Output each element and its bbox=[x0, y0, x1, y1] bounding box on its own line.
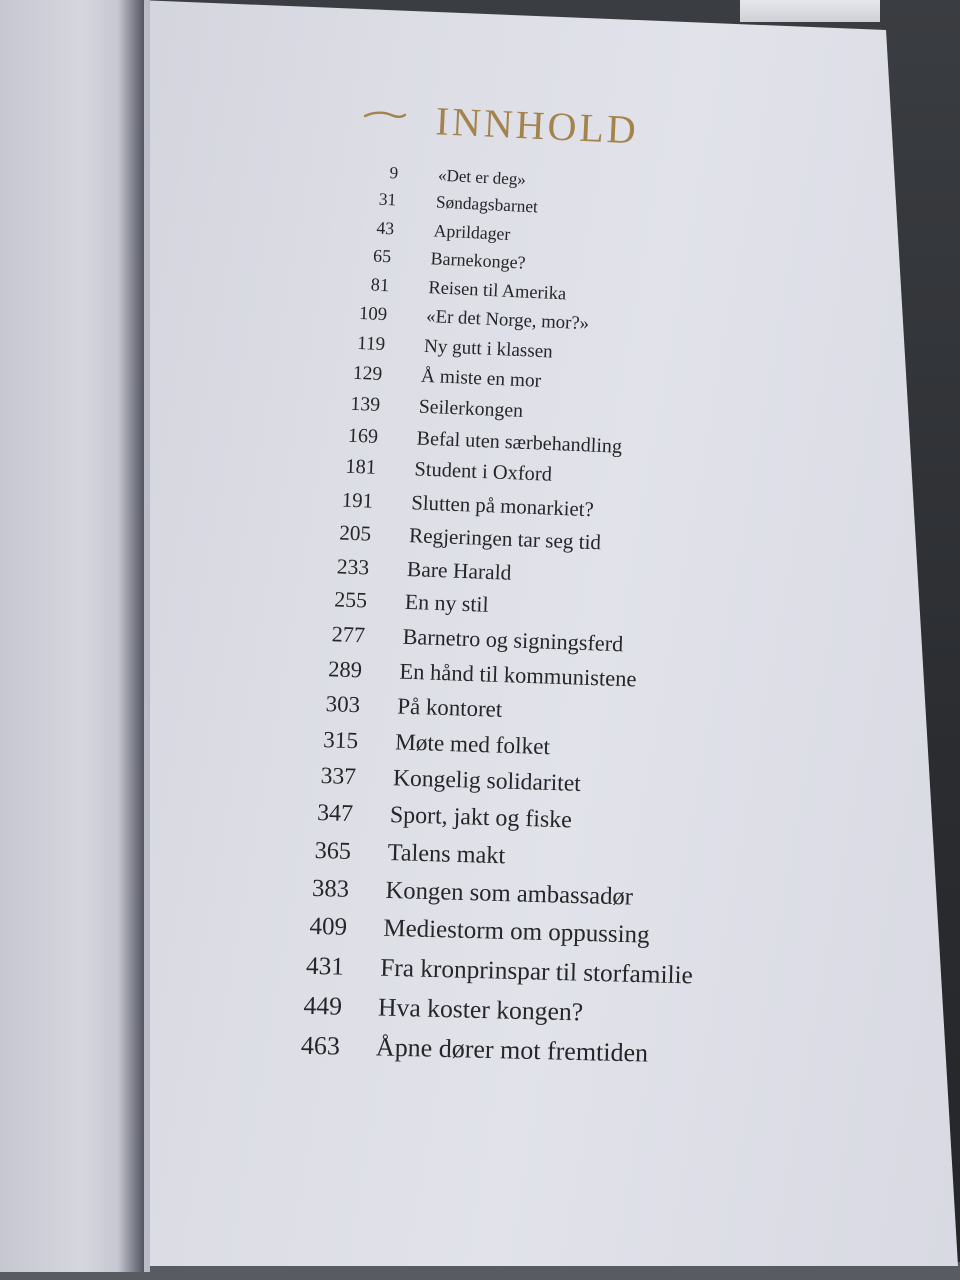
toc-page-number: 119 bbox=[356, 332, 386, 355]
toc-chapter-title: Mediestorm om oppussing bbox=[382, 915, 650, 949]
toc-page-number: 365 bbox=[314, 837, 352, 866]
toc-page-number-cell bbox=[279, 874, 350, 906]
toc-chapter-title: Kongen som ambassadør bbox=[385, 876, 634, 911]
toc-page-number-cell bbox=[305, 454, 376, 487]
toc-chapter-title: Aprildager bbox=[432, 220, 511, 244]
toc-page-number-cell bbox=[307, 423, 378, 456]
toc-page-number-cell bbox=[287, 726, 358, 758]
toc-page-number: 139 bbox=[350, 393, 381, 417]
toc-entry bbox=[287, 726, 708, 769]
toc-page-number-cell bbox=[303, 487, 374, 520]
toc-page-number-cell bbox=[285, 762, 356, 794]
toc-chapter-title: Søndagsbarnet bbox=[435, 192, 539, 217]
toc-page-number: 449 bbox=[303, 991, 343, 1021]
toc-page-number: 431 bbox=[306, 951, 345, 981]
toc-chapter-title: Ny gutt i klassen bbox=[423, 335, 553, 363]
toc-page-number-cell bbox=[296, 586, 367, 618]
toc-chapter-title: Student i Oxford bbox=[413, 458, 553, 487]
toc-page-number: 337 bbox=[319, 763, 357, 791]
toc-entry bbox=[272, 990, 693, 1030]
toc-chapter-title: Seilerkongen bbox=[418, 396, 524, 423]
toc-page-number: 347 bbox=[317, 800, 354, 828]
toc-page-number: 109 bbox=[358, 302, 388, 326]
toc-page-number-cell bbox=[294, 620, 365, 652]
toc-page-number: 463 bbox=[300, 1030, 341, 1061]
toc-page-number-cell bbox=[292, 655, 363, 687]
toc-chapter-title: Sport, jakt og fiske bbox=[389, 802, 573, 834]
toc-page-number: 9 bbox=[389, 163, 399, 183]
toc-page-number-cell bbox=[301, 519, 372, 552]
toc-entry bbox=[281, 836, 702, 878]
toc-chapter-title: «Er det Norge, mor?» bbox=[425, 305, 590, 335]
toc-entry bbox=[285, 762, 706, 805]
toc-page-number-cell bbox=[310, 391, 381, 424]
toc-chapter-title: Bare Harald bbox=[406, 556, 512, 585]
toc-page-number: 65 bbox=[372, 245, 392, 267]
toc-page-number: 383 bbox=[311, 874, 350, 903]
toc-chapter-title: Kongelig solidaritet bbox=[392, 765, 581, 798]
toc-chapter-title: Barnetro og signingsferd bbox=[401, 624, 624, 657]
toc-entry bbox=[270, 1030, 691, 1070]
toc-page-number: 191 bbox=[341, 488, 374, 513]
toc-page-number-cell bbox=[270, 1030, 341, 1062]
toc-page-number: 233 bbox=[336, 553, 370, 580]
toc-page-number-cell bbox=[314, 331, 385, 364]
toc-entry bbox=[276, 912, 697, 953]
toc-page-number: 255 bbox=[333, 587, 368, 613]
toc-page-number-cell bbox=[283, 799, 354, 831]
toc-page-number: 289 bbox=[328, 656, 363, 683]
toc-page-number: 43 bbox=[375, 217, 395, 239]
toc-page-number: 31 bbox=[378, 189, 397, 210]
toc-page-number: 169 bbox=[347, 424, 379, 448]
toc-page-number: 205 bbox=[339, 520, 372, 546]
toc-chapter-title: Hva koster kongen? bbox=[377, 992, 584, 1027]
toc-chapter-title: Åpne dører mot fremtiden bbox=[375, 1032, 649, 1068]
toc-chapter-title: Regjeringen tar seg tid bbox=[408, 523, 602, 555]
toc-page-number: 181 bbox=[344, 455, 377, 480]
toc-page-number: 129 bbox=[352, 362, 383, 385]
toc-page-number-cell bbox=[272, 990, 343, 1022]
toc-entry bbox=[283, 799, 704, 841]
toc-page-number-cell bbox=[318, 272, 389, 305]
toc-chapter-title: Slutten på monarkiet? bbox=[411, 490, 595, 521]
toc-chapter-title: «Det er deg» bbox=[437, 165, 527, 190]
page-title: INNHOLD bbox=[434, 98, 640, 153]
toc-page-number-cell bbox=[312, 361, 383, 394]
toc-page-number: 81 bbox=[370, 274, 390, 295]
toc-chapter-title: Reisen til Amerika bbox=[428, 276, 567, 304]
toc-chapter-title: Å miste en mor bbox=[420, 365, 542, 392]
toc-chapter-title: Fra kronprinspar til storfamilie bbox=[380, 953, 694, 990]
toc-page-number-cell bbox=[281, 836, 352, 868]
toc-page-number: 303 bbox=[325, 691, 361, 718]
toc-chapter-title: Befal uten særbehandling bbox=[416, 427, 623, 458]
toc-page-number-cell bbox=[276, 912, 347, 944]
toc-page-number: 315 bbox=[322, 727, 359, 755]
toc-page-number-cell bbox=[321, 243, 392, 276]
toc-chapter-title: En ny stil bbox=[404, 590, 489, 618]
toc-chapter-title: En hånd til kommunistene bbox=[399, 658, 638, 692]
toc-page-number-cell bbox=[316, 301, 387, 334]
toc-page-number-cell bbox=[298, 553, 369, 586]
toc-chapter-title: Møte med folket bbox=[394, 729, 551, 761]
toc-page-number: 277 bbox=[330, 621, 366, 648]
toc-chapter-title: Talens makt bbox=[387, 839, 506, 870]
toc-entry bbox=[279, 874, 700, 915]
toc-entry bbox=[274, 951, 695, 991]
toc-page-number-cell bbox=[274, 951, 345, 983]
toc-chapter-title: På kontoret bbox=[397, 693, 503, 723]
toc-chapter-title: Barnekonge? bbox=[430, 248, 527, 273]
toc-page-number: 409 bbox=[308, 913, 348, 942]
toc-page-number-cell bbox=[290, 690, 361, 722]
